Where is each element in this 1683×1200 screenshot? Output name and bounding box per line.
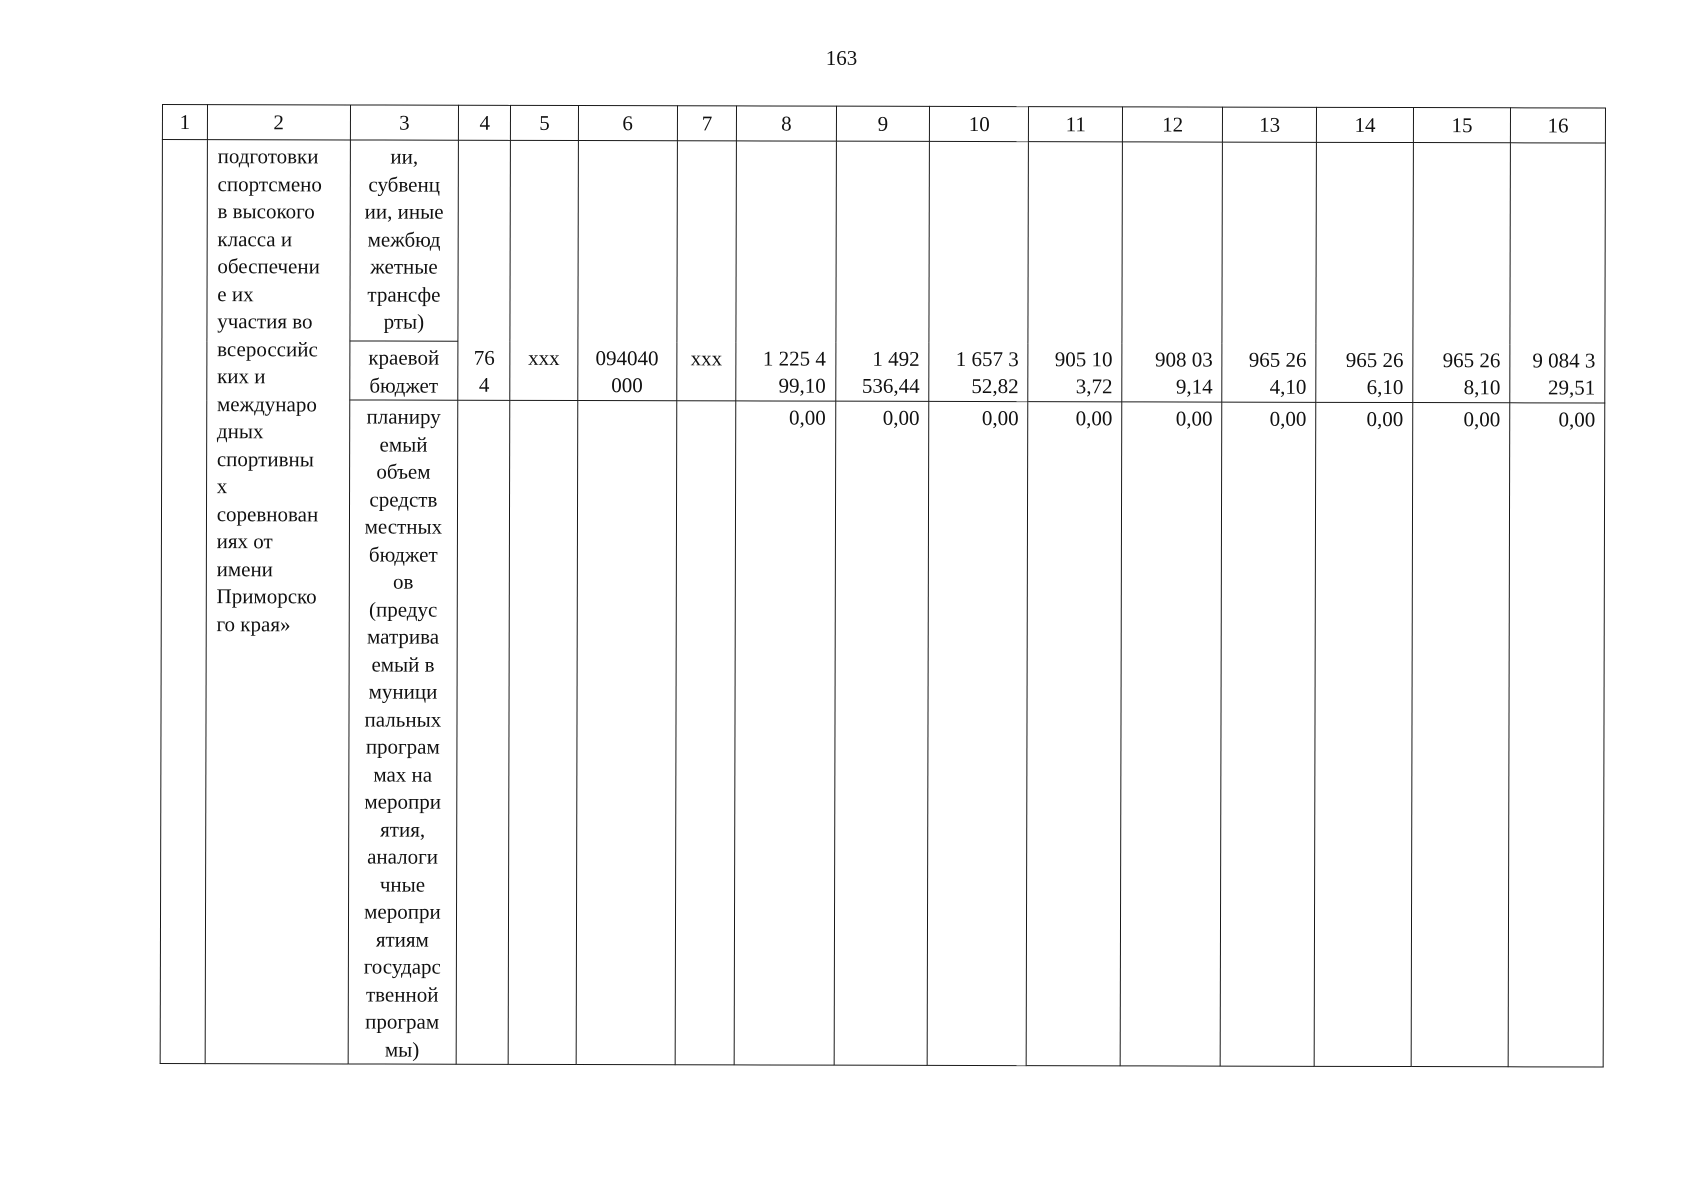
data-cell bbox=[929, 141, 1029, 342]
amount-cell bbox=[1220, 402, 1315, 1066]
table-header-row bbox=[162, 105, 1605, 144]
amount-value: 908 03 9,14 bbox=[1154, 346, 1213, 399]
amount-value: 0,00 bbox=[1366, 406, 1404, 432]
data-cell bbox=[576, 401, 677, 1065]
column-header: 16 bbox=[1510, 108, 1605, 143]
amount-cell bbox=[834, 401, 929, 1065]
row-number-cell bbox=[160, 140, 207, 1064]
column-header: 14 bbox=[1317, 107, 1414, 142]
column-header: 9 bbox=[836, 106, 930, 141]
amount-value: 1 225 4 99,10 bbox=[762, 345, 826, 398]
amount-value: 0,00 bbox=[1463, 407, 1501, 432]
admin-code-cell bbox=[458, 341, 510, 400]
amount-cell bbox=[1122, 343, 1222, 402]
data-cell bbox=[456, 400, 510, 1064]
column-header: 6 bbox=[578, 106, 677, 141]
amount-cell bbox=[1413, 344, 1510, 403]
amount-cell bbox=[735, 401, 836, 1065]
funding-source-cell bbox=[349, 341, 458, 400]
column-header: 5 bbox=[511, 105, 578, 140]
target-code-text: 094040 000 bbox=[595, 345, 659, 398]
table-row bbox=[160, 400, 1605, 1068]
amount-value: 1 657 3 52,82 bbox=[955, 346, 1019, 399]
page-number: 163 bbox=[825, 46, 858, 70]
amount-value: 9 084 3 29,51 bbox=[1532, 347, 1596, 400]
amount-value: 0,00 bbox=[981, 406, 1019, 431]
funding-source-cell bbox=[348, 400, 458, 1064]
data-cell bbox=[1510, 143, 1605, 344]
budget-table bbox=[160, 104, 1606, 1068]
data-cell bbox=[1028, 142, 1122, 343]
table-row bbox=[162, 341, 1605, 404]
data-cell bbox=[510, 140, 578, 341]
amount-cell bbox=[736, 342, 835, 401]
funding-source-cell bbox=[349, 140, 458, 341]
column-header: 13 bbox=[1223, 107, 1317, 142]
data-cell bbox=[1222, 142, 1316, 343]
amount-value: 0,00 bbox=[1269, 406, 1307, 431]
column-header: 11 bbox=[1029, 107, 1123, 142]
amount-value: 1 492 536,44 bbox=[861, 346, 920, 398]
measure-name-cell bbox=[205, 140, 350, 1064]
data-cell bbox=[509, 400, 578, 1064]
section-code-cell bbox=[510, 341, 577, 400]
data-cell bbox=[1122, 142, 1223, 343]
column-header: 2 bbox=[207, 105, 350, 140]
measure-name-text: подготовки спортсмено в высокого класса и обеспечени е их участия во всероссийс ких и междунаро дных спортивны х соревнован иях от имени Приморско го края» bbox=[216, 144, 322, 636]
amount-value: 965 26 4,10 bbox=[1248, 347, 1307, 399]
amount-cell bbox=[1027, 402, 1122, 1066]
column-header: 8 bbox=[737, 106, 836, 141]
amount-cell bbox=[1411, 403, 1510, 1067]
expense-type-cell bbox=[676, 342, 736, 401]
data-cell bbox=[675, 401, 736, 1065]
amount-cell bbox=[1508, 403, 1605, 1067]
amount-cell bbox=[1120, 402, 1222, 1066]
amount-value: 0,00 bbox=[1558, 407, 1596, 432]
amount-cell bbox=[835, 342, 929, 401]
column-header: 12 bbox=[1123, 107, 1223, 142]
amount-cell bbox=[1222, 343, 1316, 402]
data-cell bbox=[736, 141, 836, 342]
data-cell bbox=[1413, 143, 1510, 344]
amount-cell bbox=[1028, 343, 1122, 402]
data-cell bbox=[835, 141, 929, 342]
section-code-text: ххх bbox=[528, 345, 560, 370]
amount-value: 0,00 bbox=[788, 405, 826, 430]
target-code-cell bbox=[577, 342, 676, 401]
amount-value: 0,00 bbox=[1175, 406, 1213, 431]
funding-source-text: краевой бюджет bbox=[368, 345, 440, 398]
amount-cell bbox=[929, 342, 1028, 401]
table-row bbox=[162, 140, 1605, 345]
admin-code-text: 76 4 bbox=[473, 345, 495, 397]
amount-value: 905 10 3,72 bbox=[1054, 346, 1113, 399]
column-header: 15 bbox=[1414, 108, 1511, 143]
amount-cell bbox=[1510, 344, 1605, 403]
column-header: 1 bbox=[162, 105, 207, 140]
column-header: 4 bbox=[459, 105, 511, 140]
data-cell bbox=[458, 140, 511, 341]
amount-cell bbox=[1314, 402, 1413, 1066]
column-header: 10 bbox=[930, 106, 1029, 141]
data-cell bbox=[578, 141, 678, 342]
funding-source-text: ии, субвенц ии, иные межбюд жетные трансфе рты) bbox=[364, 144, 444, 334]
column-header: 7 bbox=[677, 106, 737, 141]
expense-type-text: ххх bbox=[690, 345, 723, 370]
amount-cell bbox=[927, 401, 1028, 1065]
amount-value: 0,00 bbox=[1075, 406, 1113, 431]
amount-value: 0,00 bbox=[882, 405, 920, 430]
funding-source-text: планиру емый объем средств местных бюджет ов (предус матрива емый в муници пальных програм мах на меропри ятия, аналоги чные меропри ятиям государс твенной програм мы) bbox=[363, 404, 443, 1062]
column-header: 3 bbox=[350, 105, 459, 140]
data-cell bbox=[677, 141, 737, 342]
amount-value: 965 26 8,10 bbox=[1442, 347, 1501, 400]
amount-value: 965 26 6,10 bbox=[1345, 347, 1404, 400]
data-cell bbox=[1316, 142, 1413, 343]
amount-cell bbox=[1316, 343, 1413, 402]
